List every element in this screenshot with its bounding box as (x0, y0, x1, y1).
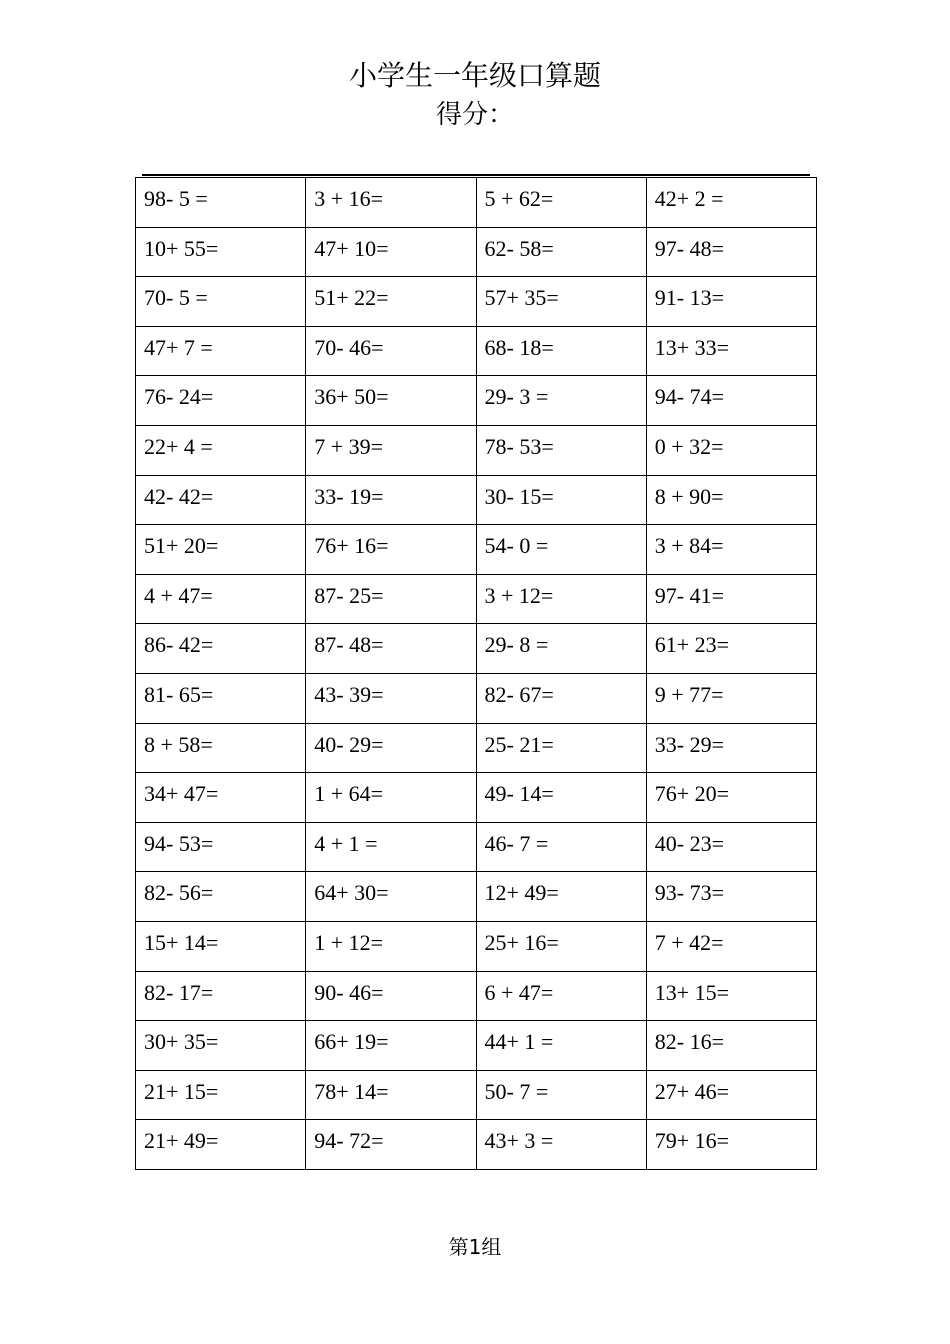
problem-cell: 8 + 58= (136, 723, 306, 773)
problem-row (136, 326, 817, 376)
problem-cell: 51+ 20= (136, 525, 306, 575)
problem-cell: 33- 29= (646, 723, 816, 773)
problem-cell: 62- 58= (476, 227, 646, 277)
problem-row (136, 227, 817, 277)
problem-cell: 57+ 35= (476, 277, 646, 327)
score-underline (142, 174, 810, 176)
worksheet-title: 小学生一年级口算题 (348, 59, 601, 92)
problem-cell: 30- 15= (476, 475, 646, 525)
problem-row (136, 1021, 817, 1071)
problem-cell: 64+ 30= (306, 872, 476, 922)
problem-cell: 82- 56= (136, 872, 306, 922)
problem-cell: 33- 19= (306, 475, 476, 525)
problem-cell: 91- 13= (646, 277, 816, 327)
problem-cell: 87- 48= (306, 624, 476, 674)
problem-cell: 47+ 10= (306, 227, 476, 277)
problem-row (136, 624, 817, 674)
problem-cell: 29- 3 = (476, 376, 646, 426)
problem-cell: 0 + 32= (646, 425, 816, 475)
problem-cell: 43+ 3 = (476, 1120, 646, 1170)
problem-cell: 9 + 77= (646, 673, 816, 723)
problem-row (136, 822, 817, 872)
problem-cell: 8 + 90= (646, 475, 816, 525)
problem-cell: 98- 5 = (136, 178, 306, 228)
problem-cell: 21+ 49= (136, 1120, 306, 1170)
problem-cell: 70- 5 = (136, 277, 306, 327)
problem-cell: 51+ 22= (306, 277, 476, 327)
problem-cell: 25+ 16= (476, 921, 646, 971)
problem-cell: 3 + 12= (476, 574, 646, 624)
problem-cell: 4 + 47= (136, 574, 306, 624)
problem-row (136, 673, 817, 723)
problem-row (136, 525, 817, 575)
problem-cell: 94- 74= (646, 376, 816, 426)
problem-cell: 27+ 46= (646, 1070, 816, 1120)
problem-cell: 82- 17= (136, 971, 306, 1021)
problem-cell: 82- 67= (476, 673, 646, 723)
problem-cell: 68- 18= (476, 326, 646, 376)
problem-cell: 78+ 14= (306, 1070, 476, 1120)
problem-row (136, 921, 817, 971)
problem-cell: 46- 7 = (476, 822, 646, 872)
problem-cell: 40- 29= (306, 723, 476, 773)
problem-cell: 4 + 1 = (306, 822, 476, 872)
problem-cell: 79+ 16= (646, 1120, 816, 1170)
problem-cell: 90- 46= (306, 971, 476, 1021)
problem-grid-body (136, 178, 817, 1170)
problem-cell: 47+ 7 = (136, 326, 306, 376)
problem-cell: 7 + 39= (306, 425, 476, 475)
problem-row (136, 872, 817, 922)
problem-cell: 97- 48= (646, 227, 816, 277)
problem-cell: 34+ 47= (136, 773, 306, 823)
problem-row (136, 277, 817, 327)
problem-cell: 21+ 15= (136, 1070, 306, 1120)
problem-cell: 13+ 15= (646, 971, 816, 1021)
problem-cell: 10+ 55= (136, 227, 306, 277)
problem-cell: 44+ 1 = (476, 1021, 646, 1071)
problem-cell: 97- 41= (646, 574, 816, 624)
problem-cell: 3 + 16= (306, 178, 476, 228)
problem-cell: 30+ 35= (136, 1021, 306, 1071)
problem-cell: 6 + 47= (476, 971, 646, 1021)
group-label: 第1组 (448, 1235, 502, 1259)
problem-cell: 94- 53= (136, 822, 306, 872)
problem-cell: 86- 42= (136, 624, 306, 674)
problem-cell: 61+ 23= (646, 624, 816, 674)
problem-cell: 1 + 12= (306, 921, 476, 971)
problem-cell: 76+ 16= (306, 525, 476, 575)
problem-row (136, 971, 817, 1021)
problem-grid (135, 177, 817, 1170)
problem-cell: 1 + 64= (306, 773, 476, 823)
problem-cell: 87- 25= (306, 574, 476, 624)
problem-cell: 42- 42= (136, 475, 306, 525)
problem-cell: 94- 72= (306, 1120, 476, 1170)
problem-cell: 78- 53= (476, 425, 646, 475)
problem-cell: 7 + 42= (646, 921, 816, 971)
problem-cell: 42+ 2 = (646, 178, 816, 228)
problem-row (136, 723, 817, 773)
problem-cell: 29- 8 = (476, 624, 646, 674)
problem-cell: 76- 24= (136, 376, 306, 426)
problem-cell: 40- 23= (646, 822, 816, 872)
problem-cell: 81- 65= (136, 673, 306, 723)
problem-cell: 13+ 33= (646, 326, 816, 376)
problem-cell: 54- 0 = (476, 525, 646, 575)
problem-cell: 93- 73= (646, 872, 816, 922)
problem-row (136, 425, 817, 475)
problem-row (136, 178, 817, 228)
problem-row (136, 1120, 817, 1170)
problem-cell: 76+ 20= (646, 773, 816, 823)
problem-row (136, 773, 817, 823)
problem-cell: 36+ 50= (306, 376, 476, 426)
problem-cell: 3 + 84= (646, 525, 816, 575)
problem-row (136, 574, 817, 624)
problem-cell: 5 + 62= (476, 178, 646, 228)
problem-cell: 15+ 14= (136, 921, 306, 971)
problem-cell: 12+ 49= (476, 872, 646, 922)
problem-cell: 82- 16= (646, 1021, 816, 1071)
problem-cell: 22+ 4 = (136, 425, 306, 475)
problem-cell: 43- 39= (306, 673, 476, 723)
score-label: 得分： (435, 100, 514, 130)
problem-row (136, 475, 817, 525)
problem-row (136, 376, 817, 426)
problem-cell: 50- 7 = (476, 1070, 646, 1120)
problem-cell: 49- 14= (476, 773, 646, 823)
problem-row (136, 1070, 817, 1120)
problem-cell: 70- 46= (306, 326, 476, 376)
problem-cell: 66+ 19= (306, 1021, 476, 1071)
problem-cell: 25- 21= (476, 723, 646, 773)
